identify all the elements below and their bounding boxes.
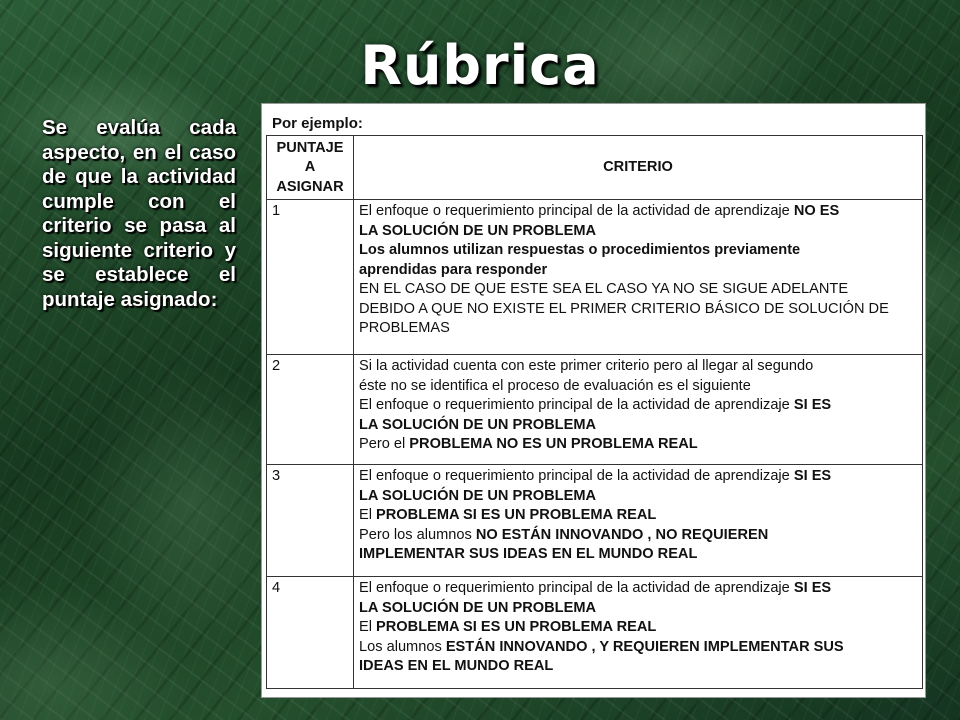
criterion-line: LA SOLUCIÓN DE UN PROBLEMA [359,222,597,239]
rubric-sheet [261,103,926,698]
criterion-cell [354,577,923,689]
side-description: Se evalúa cada aspecto, en el caso de que la actividad cumple con el criterio se pasa al siguiente criterio y se establece el puntaje asignado: [42,116,236,311]
criterion-text: Pero el [359,436,410,452]
score-cell: 4 [267,577,354,689]
criterion-text: El enfoque o requerimiento principal de la actividad de aprendizaje [359,397,794,413]
score-cell: 1 [267,200,354,355]
criterion-line [359,579,917,599]
criterion-line [359,618,917,638]
criterion-line [359,467,917,487]
criterion-cell [354,465,923,577]
criterion-emphasis: PROBLEMA SI ES UN PROBLEMA REAL [376,507,657,523]
criterion-emphasis: NO ES [793,203,840,219]
criterion-line: PROBLEMAS [359,320,450,336]
score-cell: 2 [267,355,354,465]
criterion-line: Los alumnos utilizan respuestas o procedimientos previamente [359,242,801,258]
criterion-line: LA SOLUCIÓN DE UN PROBLEMA [359,416,597,433]
criterion-emphasis: SI ES [793,580,832,596]
table-row [267,577,923,689]
example-label: Por ejemplo: [272,115,363,132]
score-cell: 3 [267,465,354,577]
criterion-text: Los alumnos [359,638,446,655]
criterion-line: LA SOLUCIÓN DE UN PROBLEMA [359,487,597,504]
criterion-text: El enfoque o requerimiento principal de la actividad de aprendizaje [359,580,794,596]
criterion-line [359,506,917,526]
criterion-line: IMPLEMENTAR SUS IDEAS EN EL MUNDO REAL [359,546,698,562]
criterion-text: El [359,507,377,523]
criterion-emphasis: PROBLEMA SI ES UN PROBLEMA REAL [376,619,657,635]
criterion-line: Si la actividad cuenta con este primer criterio pero al llegar al segundo [359,358,814,374]
criterion-line: aprendidas para responder [359,261,548,278]
criterion-line [359,526,917,546]
criterion-emphasis: PROBLEMA NO ES UN PROBLEMA REAL [409,436,698,452]
criterion-emphasis: NO ESTÁN INNOVANDO , NO REQUIEREN [475,526,769,543]
criterion-line [359,638,917,658]
rubric-table [266,135,923,689]
criterion-text: El [359,619,377,635]
criterion-line [359,435,917,455]
criterion-cell [354,355,923,465]
header-score: PUNTAJE A ASIGNAR [267,136,354,200]
criterion-line: LA SOLUCIÓN DE UN PROBLEMA [359,599,597,616]
criterion-text: El enfoque o requerimiento principal de la actividad de aprendizaje [359,468,794,484]
table-row [267,200,923,355]
criterion-line: IDEAS EN EL MUNDO REAL [359,658,554,674]
criterion-line: DEBIDO A QUE NO EXISTE EL PRIMER CRITERIO BÁSICO DE SOLUCIÓN DE [359,300,889,317]
criterion-cell [354,200,923,355]
table-row [267,465,923,577]
criterion-emphasis: SI ES [793,468,832,484]
criterion-line [359,202,917,222]
criterion-emphasis: SI ES [793,397,832,413]
criterion-text: Pero los alumnos [359,526,476,543]
criterion-line [359,396,917,416]
header-criterion: CRITERIO [354,136,923,200]
criterion-emphasis: ESTÁN INNOVANDO , Y REQUIEREN IMPLEMENTAR SUS [445,638,844,655]
criterion-line: éste no se identifica el proceso de evaluación es el siguiente [359,377,751,394]
criterion-text: El enfoque o requerimiento principal de la actividad de aprendizaje [359,203,794,219]
criterion-line: EN EL CASO DE QUE ESTE SEA EL CASO YA NO SE SIGUE ADELANTE [359,281,849,297]
table-row [267,355,923,465]
slide-title: Rúbrica [360,34,600,97]
table-header-row [267,136,923,200]
